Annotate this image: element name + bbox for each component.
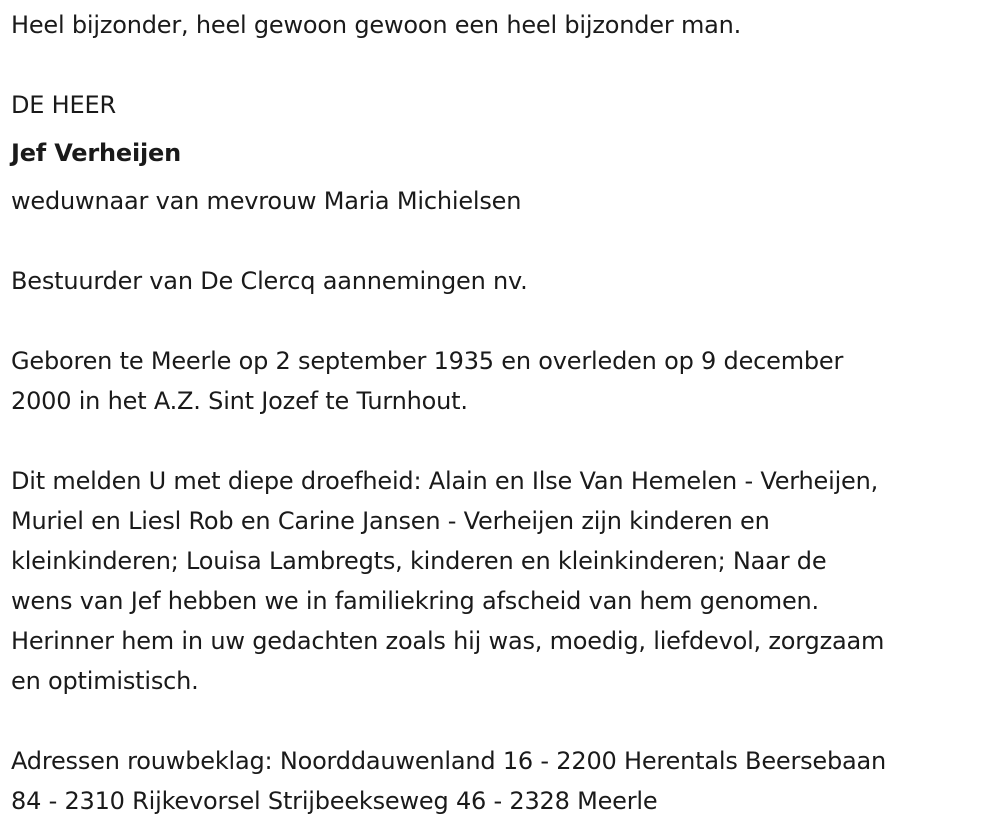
deceased-name: Jef Verheijen [11,139,181,167]
paragraph-line: Dit melden U met diepe droefheid: Alain en Ilse Van Hemelen - Verheijen, [11,467,879,495]
honorific-title: DE HEER [11,91,116,119]
paragraph-line: 2000 in het A.Z. Sint Jozef te Turnhout. [11,387,468,415]
paragraph-line: Geboren te Meerle op 2 september 1935 en overleden op 9 december [11,347,844,375]
paragraph-line: Herinner hem in uw gedachten zoals hij was, moedig, liefdevol, zorgzaam [11,627,885,655]
addresses-paragraph [11,741,886,821]
occupation-text: Bestuurder van De Clercq aannemingen nv. [11,267,528,295]
widower-text: weduwnaar van mevrouw Maria Michielsen [11,187,522,215]
motto-text: Heel bijzonder, heel gewoon gewoon een heel bijzonder man. [11,11,742,39]
announcement-paragraph [11,461,884,701]
paragraph-line: 84 - 2310 Rijkevorsel Strijbeekseweg 46 - 2328 Meerle [11,787,658,815]
paragraph-line: en optimistisch. [11,667,199,695]
paragraph-line: kleinkinderen; Louisa Lambregts, kinderen en kleinkinderen; Naar de [11,547,827,575]
paragraph-line: Adressen rouwbeklag: Noorddauwenland 16 - 2200 Herentals Beersebaan [11,747,887,775]
birth-death-paragraph [11,341,843,421]
paragraph-line: Muriel en Liesl Rob en Carine Jansen - Verheijen zijn kinderen en [11,507,770,535]
paragraph-line: wens van Jef hebben we in familiekring afscheid van hem genomen. [11,587,819,615]
